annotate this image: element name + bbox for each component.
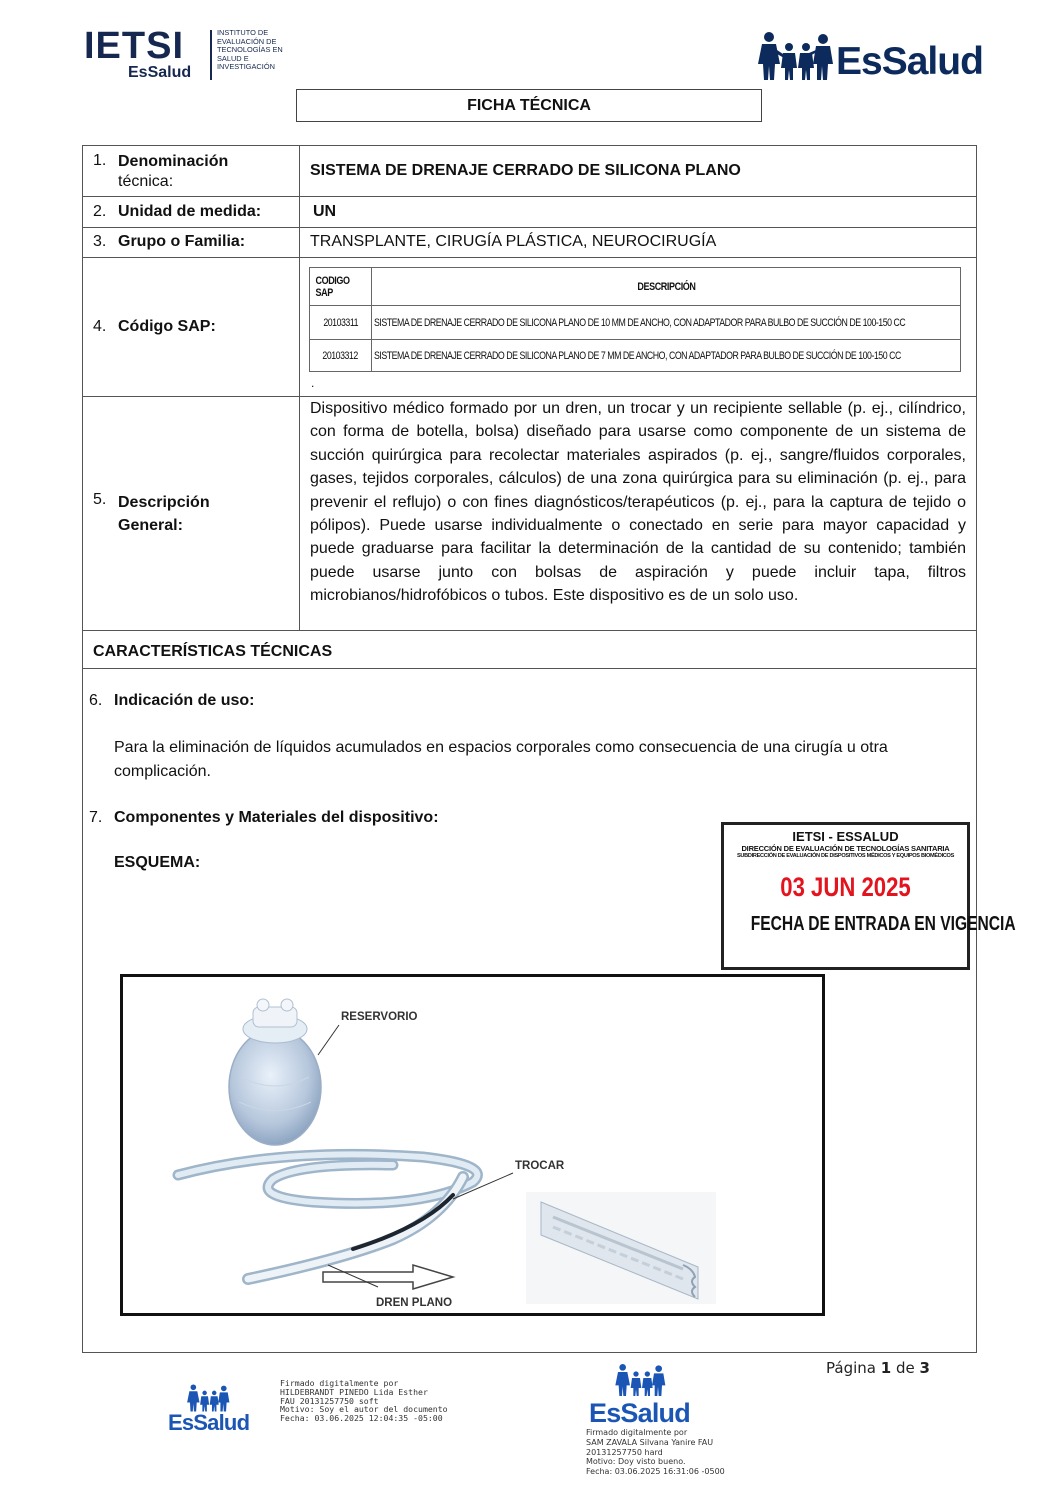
indicacion-text: Para la eliminación de líquidos acumulados en espacios corporales como consecuencia de una cirugía u otra complicación.: [114, 739, 888, 780]
row-caracteristicas-header: [83, 631, 976, 669]
sap-header-desc: DESCRIPCIÓN: [636, 280, 696, 293]
sap-trailing-dot: .: [311, 376, 315, 390]
esquema-label: ESQUEMA:: [114, 854, 201, 871]
essalud-family-icon: [614, 1362, 666, 1398]
reservoir-bulb: [229, 999, 321, 1145]
stamp-title: IETSI - ESSALUD: [792, 829, 899, 844]
table-row: [310, 340, 372, 372]
row-label: Descripción General:: [118, 494, 210, 534]
ietsi-logo: [84, 25, 304, 84]
flat-drain-detail: [526, 1192, 716, 1304]
stamp-footer: FECHA DE ENTRADA EN VIGENCIA: [750, 913, 1016, 935]
drain-tubing: [178, 1154, 477, 1279]
row-codigo-sap: 4. Código SAP: CODIGO SAP DESCRIPCIÓN 20103311 SISTEMA DE DRENAJE CERRADO DE SILICONA PLANO DE 10 MM DE ANCHO, CON ADAPTADOR PARA BULBO DE SUCCIÓN DE 100-150 CC 20103312 SISTEMA DE DRENAJE CERRADO DE SILICONA PLANO DE 7 MM DE ANCHO, CON ADAPTADOR PARA BULBO DE SUCCIÓN DE 100-150 CC .: [83, 258, 976, 397]
ietsi-logo-divider: [210, 30, 212, 80]
table-row: [310, 306, 372, 339]
essalud-logo: [756, 30, 983, 84]
label-normal: técnica:: [118, 173, 174, 190]
indicacion-heading: Indicación de uso:: [114, 692, 255, 709]
sap-header-code: CODIGO SAP: [315, 274, 350, 299]
label-dren-plano: DREN PLANO: [376, 1297, 453, 1309]
page-number: Página 1 de 3: [826, 1359, 930, 1377]
ietsi-logo-word: IETSI: [84, 25, 185, 67]
footer-logo-word: EsSalud: [168, 1410, 250, 1435]
row-value: [300, 146, 976, 196]
label-trocar: TROCAR: [515, 1160, 565, 1172]
sap-code: 20103312: [322, 350, 359, 362]
validity-stamp: [721, 822, 1016, 970]
sap-code: 20103311: [323, 316, 358, 329]
essalud-family-icon: [756, 30, 834, 82]
denominacion-value: SISTEMA DE DRENAJE CERRADO DE SILICONA PLANO: [310, 162, 741, 179]
digital-signature-2: Firmado digitalmente por SAM ZAVALA Silvana Yanire FAU 20131257750 hard Motivo: Doy visto bueno. Fecha: 03.06.2025 16:31:06 -0500: [586, 1428, 725, 1477]
sap-code-table: [309, 267, 961, 372]
componentes-heading: Componentes y Materiales del dispositivo:: [114, 809, 439, 826]
stamp-line-1: DIRECCIÓN DE EVALUACIÓN DE TECNOLOGÍAS SANITARIA: [741, 844, 950, 853]
stamp-date: 03 JUN 2025: [780, 872, 911, 902]
digital-signature-1: Firmado digitalmente por HILDEBRANDT PINEDO Lida Esther FAU 20131257750 soft Motivo: Soy el autor del documento Fecha: 03.06.2025 12:04:35 -05:00: [280, 1378, 448, 1424]
grupo-value: TRANSPLANTE, CIRUGÍA PLÁSTICA, NEUROCIRUGÍA: [310, 233, 717, 250]
ietsi-logo-text: INSTITUTO DE EVALUACIÓN DE TECNOLOGÍAS EN SALUD E INVESTIGACIÓN: [217, 28, 283, 72]
sap-desc: SISTEMA DE DRENAJE CERRADO DE SILICONA PLANO DE 7 MM DE ANCHO, CON ADAPTADOR PARA BULBO DE SUCCIÓN DE 100-150 CC: [374, 350, 901, 362]
row-grupo: 3. Grupo o Familia: TRANSPLANTE, CIRUGÍA PLÁSTICA, NEUROCIRUGÍA: [83, 228, 976, 258]
footer-logo-word: EsSalud: [589, 1398, 690, 1428]
row-label: Grupo o Familia:: [118, 233, 246, 250]
essalud-family-icon: [186, 1383, 230, 1413]
row-denominacion: [83, 146, 976, 197]
unidad-value: UN: [313, 203, 337, 220]
device-diagram: [120, 974, 825, 1316]
drainage-system-illustration: [123, 977, 822, 1313]
sap-desc: SISTEMA DE DRENAJE CERRADO DE SILICONA PLANO DE 10 MM DE ANCHO, CON ADAPTADOR PARA BULBO DE SUCCIÓN DE 100-150 CC: [374, 316, 906, 329]
row-label: Código SAP:: [118, 318, 216, 335]
essalud-logo-word: EsSalud: [836, 40, 983, 83]
label-bold: Denominación: [118, 153, 229, 170]
row-label: Unidad de medida:: [118, 203, 262, 220]
descripcion-value: Dispositivo médico formado por un dren, un trocar y un recipiente sellable (p. ej., cilíndrico, con forma de botella, bolsa) diseñado para usarse como componente de un sistema de succión quirúrgica para recolectar materiales aspirados (p. ej., sangre/fluidos corporales, gases, tejidos corporales, cálculos) de una zona quirúrgica para su eliminación (p. ej., para prevenir el reflujo) o con fines diagnósticos/terapéuticos (p. ej., para la captura de tejido o pólipos). Puede usarse individualmente o conectado en serie para mayor capacidad y puede graduarse para facilitar la determinación de la cantidad de su contenido; también puede usarse junto con bolsas de aspiración y puede incluir tapa, filtros microbianos/hidrofóbicos o tubos. Este dispositivo es de un solo uso.: [310, 400, 966, 605]
ietsi-logo-sub: EsSalud: [128, 64, 192, 81]
document-title: FICHA TÉCNICA: [296, 89, 762, 122]
section-heading: CARACTERÍSTICAS TÉCNICAS: [93, 643, 333, 660]
row-label: 1. Denominación técnica:: [83, 146, 300, 196]
row-unidad: 2. Unidad de medida: UN: [83, 197, 976, 228]
label-reservorio: RESERVORIO: [341, 1011, 418, 1023]
arrow-icon: [323, 1265, 453, 1289]
row-descripcion: 5. Descripción General: Dispositivo médico formado por un dren, un trocar y un recipiente sellable (p. ej., cilíndrico, con forma de botella, bolsa) diseñado para usarse como componente de un sistema de succión quirúrgica para recolectar materiales aspirados (p. ej., sangre/fluidos corporales, gases, tejidos corporales, cálculos) de una zona quirúrgica para su eliminación (p. ej., para prevenir el reflujo) o con fines diagnósticos/terapéuticos (p. ej., para la captura de tejido o pólipos). Puede usarse individualmente o conectado en serie para mayor capacidad y puede graduarse para facilitar la determinación de la cantidad de su contenido; también puede usarse junto con bolsas de aspiración y puede incluir tapa, filtros microbianos/hidrofóbicos o tubos. Este dispositivo es de un solo uso.: [83, 397, 976, 631]
stamp-line-2: SUBDIRECCIÓN DE EVALUACIÓN DE DISPOSITIVOS MÉDICOS Y EQUIPOS BIOMÉDICOS: [736, 853, 955, 859]
technical-sheet-table: 1. Denominación técnica: SISTEMA DE DRENAJE CERRADO DE SILICONA PLANO 2. Unidad de medida: UN 3. Grupo o Familia: TRANSPLANTE, CIRUGÍA PLÁSTICA, NEUROCIRUGÍA 4. Código SAP: CODIGO SAP DESCRIPCIÓN 20103311 SISTEMA DE DRENAJE CERRADO DE SILICONA PLANO DE 10 MM DE ANCHO, CON ADAPTADOR PARA BULBO DE SUCCIÓN DE 100-150 CC 20103312 SISTEMA DE DRENAJE CERRADO DE SILICONA PLANO DE 7 MM DE ANCHO, CON ADAPTADOR PARA BULBO DE SUCCIÓN DE 100-150 CC . 5. Descripción General: Dispositivo médico formado por un dren, un trocar y un recipiente sellable (p. ej., cilíndrico, con forma de botella, bolsa) diseñado para usarse como componente de un sistema de succión quirúrgica para recolectar materiales aspirados (p. ej., sangre/fluidos corporales, gases, tejidos corporales, cálculos) de una zona quirúrgica para su eliminación (p. ej., para prevenir el reflujo) o con fines diagnósticos/terapéuticos (p. ej., para la captura de tejido o pólipos). Puede usarse individualmente o conectado en serie para mayor capacidad y puede graduarse para facilitar la determinación de la cantidad de su contenido; también puede usarse junto con bolsas de aspiración y puede incluir tapa, filtros microbianos/hidrofóbicos o tubos. Este dispositivo es de un solo uso. CARACTERÍSTICAS TÉCNICAS 6. Indicación de uso: Para la eliminación de líquidos acumulados en espacios corporales como consecuencia de una cirugía u otra complicación. 7. Componentes y Materiales del dispositivo: ESQUEMA:: [82, 145, 977, 1353]
